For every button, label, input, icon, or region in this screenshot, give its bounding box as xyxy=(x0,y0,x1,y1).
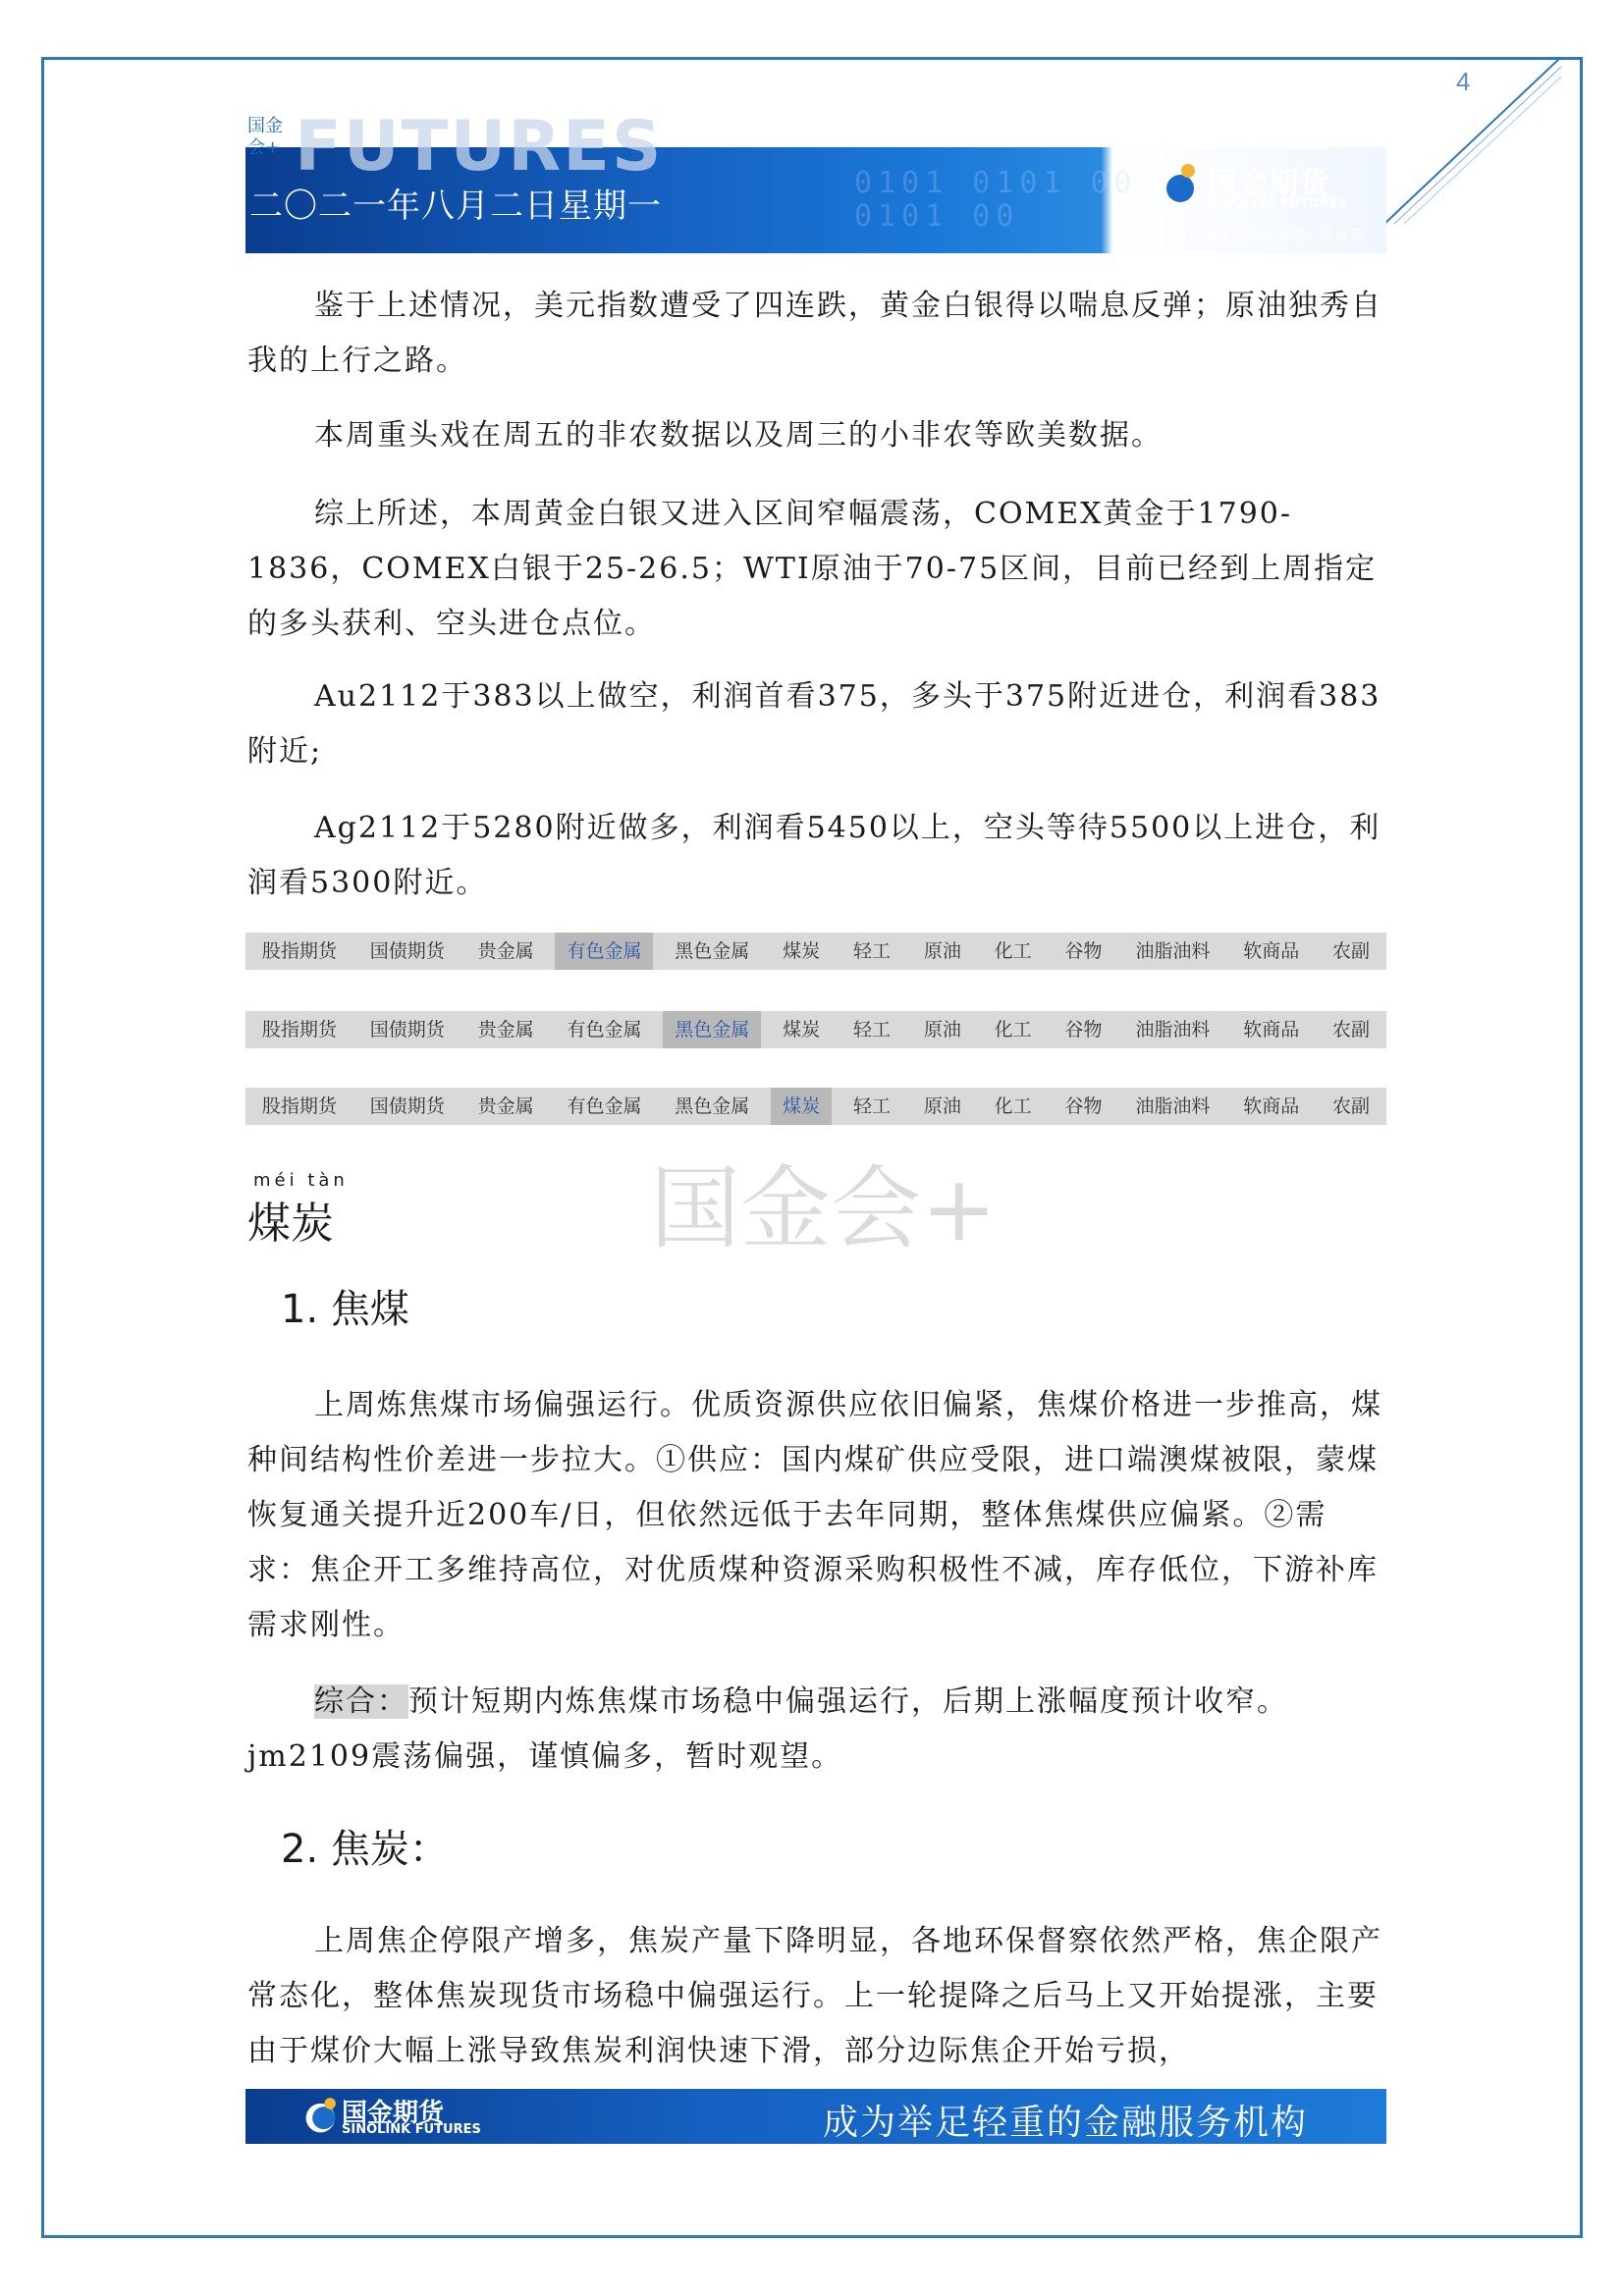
nav-tab[interactable]: 软商品 xyxy=(1243,940,1300,962)
nav-tab[interactable]: 轻工 xyxy=(852,940,891,962)
summary-label: 综合： xyxy=(314,1684,408,1719)
binary-decoration: 0101 0101 00 0101 00 xyxy=(854,166,1138,234)
nav-tab[interactable]: 谷物 xyxy=(1064,1095,1103,1117)
nav-tab[interactable]: 国债期货 xyxy=(369,1095,445,1117)
nav-tab[interactable]: 原油 xyxy=(923,940,961,962)
nav-tab[interactable]: 农副 xyxy=(1332,940,1371,962)
page-number: 4 xyxy=(1456,67,1471,96)
section-title: 煤炭 xyxy=(247,1199,334,1249)
nav-tab[interactable]: 贵金属 xyxy=(477,940,534,962)
nav-tab[interactable]: 农副 xyxy=(1332,1095,1371,1117)
header-date: 二〇二一年八月二日星期一 xyxy=(249,187,662,226)
subsection-summary-1 xyxy=(247,1675,1386,1785)
paragraph-5: Ag2112于5280附近做多，利润看5450以上，空头等待5500以上进仓，利润看5300附近。 xyxy=(247,811,1381,900)
nav-tab[interactable]: 黑色金属 xyxy=(675,1095,750,1117)
paragraph-3: 综上所述，本周黄金白银又进入区间窄幅震荡，COMEX黄金于1790-1836，COMEX白银于25-26.5；WTI原油于70-75区间，目前已经到上周指定的多头获利、空头进仓点位。 xyxy=(247,497,1378,641)
nav-tab[interactable]: 软商品 xyxy=(1243,1095,1300,1117)
nav-tab[interactable]: 化工 xyxy=(994,1019,1032,1041)
nav-tab[interactable]: 谷物 xyxy=(1064,1019,1103,1041)
header-logo-en: SINOLINK FUTURES xyxy=(1208,196,1347,211)
subsection-body-1: 上周炼焦煤市场偏强运行。优质资源供应依旧偏紧，焦煤价格进一步推高，煤种间结构性价差进一步拉大。①供应：国内煤矿供应受限，进口端澳煤被限，蒙煤恢复通关提升近200车/日，但依然远低于去年同期，整体焦煤供应偏紧。②需求：焦企开工多维持高位，对优质煤种资源采购积极性不减，库存低位，下游补库需求刚性。 xyxy=(247,1388,1382,1642)
paragraph-4: Au2112于383以上做空，利润首看375，多头于375附近进仓，利润看383附近; xyxy=(247,679,1381,769)
nav-tab[interactable]: 贵金属 xyxy=(477,1019,534,1041)
footer-slogan: 成为举足轻重的金融服务机构 xyxy=(823,2103,1309,2143)
nav-tab[interactable]: 谷物 xyxy=(1064,940,1103,962)
nav-tab[interactable]: 黑色金属 xyxy=(663,1011,761,1048)
nav-tab[interactable]: 油脂油料 xyxy=(1135,940,1211,962)
corner-decoration xyxy=(1375,57,1571,234)
nav-tab[interactable]: 股指期货 xyxy=(261,1095,337,1117)
nav-tab[interactable]: 国债期货 xyxy=(369,940,445,962)
nav-tab[interactable]: 化工 xyxy=(994,1095,1032,1117)
section-pinyin: méi tàn xyxy=(253,1170,349,1191)
nav-tab[interactable]: 原油 xyxy=(923,1095,961,1117)
nav-tab[interactable]: 股指期货 xyxy=(261,1019,337,1041)
header-logo-cn: 国金期货 xyxy=(1208,167,1329,201)
footer-banner xyxy=(245,2089,1386,2144)
nav-tab[interactable]: 股指期货 xyxy=(261,940,337,962)
nav-tab[interactable]: 农副 xyxy=(1332,1019,1371,1041)
footer-logo-icon xyxy=(304,2095,340,2138)
nav-bar-3 xyxy=(245,1088,1386,1125)
footer-logo-cn: 国金期货 xyxy=(342,2099,445,2128)
nav-tab[interactable]: 黑色金属 xyxy=(675,940,750,962)
subsection-body-2: 上周焦企停限产增多，焦炭产量下降明显，各地环保督察依然严格，焦企限产常态化，整体焦炭现货市场稳中偏强运行。上一轮提降之后马上又开始提涨，主要由于煤价大幅上涨导致焦炭利润快速下滑，部分边际焦企开始亏损， xyxy=(247,1924,1382,2068)
paragraph-2: 本周重头戏在周五的非农数据以及周三的小非农等欧美数据。 xyxy=(314,418,1163,453)
header-watermark: FUTURES xyxy=(295,106,664,187)
nav-tab[interactable]: 轻工 xyxy=(852,1019,891,1041)
nav-tab[interactable]: 原油 xyxy=(923,1019,961,1041)
paragraph-1: 鉴于上述情况，美元指数遭受了四连跌，黄金白银得以喘息反弹；原油独秀自我的上行之路。 xyxy=(247,289,1382,378)
header-brand: 国金会+ xyxy=(247,116,283,158)
nav-tab[interactable]: 软商品 xyxy=(1243,1019,1300,1041)
nav-tab[interactable]: 轻工 xyxy=(852,1095,891,1117)
center-watermark: 国金会+ xyxy=(650,1156,998,1261)
nav-tab[interactable]: 有色金属 xyxy=(567,1095,642,1117)
subsection-title-1: 1. 焦煤 xyxy=(281,1287,409,1332)
nav-bar-1 xyxy=(245,933,1386,970)
header-logo xyxy=(1149,155,1384,249)
nav-tab[interactable]: 贵金属 xyxy=(477,1095,534,1117)
nav-tab[interactable]: 有色金属 xyxy=(555,933,653,970)
nav-tab[interactable]: 有色金属 xyxy=(567,1019,642,1041)
nav-tab[interactable]: 煤炭 xyxy=(783,940,821,962)
nav-bar-2 xyxy=(245,1011,1386,1048)
summary-text: 预计短期内炼焦煤市场稳中偏强运行，后期上涨幅度预计收窄。jm2109震荡偏强，谨慎偏多，暂时观望。 xyxy=(247,1684,1288,1774)
nav-tab[interactable]: 国债期货 xyxy=(369,1019,445,1041)
nav-tab[interactable]: 化工 xyxy=(994,940,1032,962)
header-logo-slogan: 让金融服务更高效、更可靠 xyxy=(1188,228,1366,242)
nav-tab[interactable]: 油脂油料 xyxy=(1135,1019,1211,1041)
nav-tab[interactable]: 油脂油料 xyxy=(1135,1095,1211,1117)
subsection-title-2: 2. 焦炭： xyxy=(281,1827,449,1872)
nav-tab[interactable]: 煤炭 xyxy=(783,1019,821,1041)
sinolink-logo-icon xyxy=(1157,161,1200,212)
footer-logo-en: SINOLINK FUTURES xyxy=(342,2122,481,2137)
nav-tab[interactable]: 煤炭 xyxy=(771,1088,832,1125)
